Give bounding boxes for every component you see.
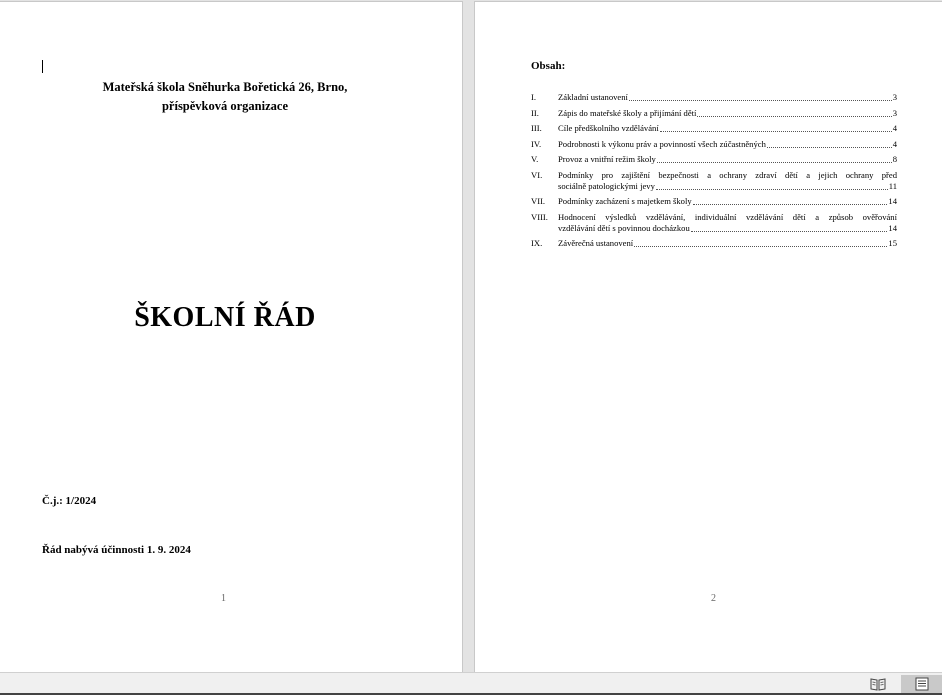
toc-leader-dots bbox=[691, 230, 888, 232]
toc-entry-text-line2: sociálně patologickými jevy bbox=[558, 180, 655, 191]
toc-leader-dots bbox=[634, 245, 887, 247]
page-layout-icon bbox=[915, 677, 929, 691]
effective-date: Řád nabývá účinnosti 1. 9. 2024 bbox=[42, 544, 191, 556]
toc-entry-number: I. bbox=[531, 92, 537, 102]
toc-entry-page: 3 bbox=[892, 107, 897, 118]
toc-entry-page: 4 bbox=[892, 123, 897, 133]
toc-entry-text-line1: Podmínky pro zajištění bezpečnosti a ochrany zdraví dětí a jejich ochrany před bbox=[558, 169, 897, 180]
toc-leader-dots bbox=[693, 203, 888, 205]
document-title: ŠKOLNÍ ŘÁD bbox=[134, 302, 316, 333]
toc-entry[interactable] bbox=[531, 170, 897, 192]
status-bar bbox=[0, 672, 942, 695]
toc-entry-text: Závěrečná ustanovení bbox=[558, 238, 634, 248]
toc-entry[interactable] bbox=[531, 154, 897, 165]
toc-entry-number: VI. bbox=[531, 169, 543, 180]
book-icon bbox=[870, 677, 886, 691]
toc-entry-number: V. bbox=[531, 154, 539, 164]
toc-entry-text: Zápis do mateřské školy a přijímání dětí bbox=[558, 107, 697, 118]
toc-entry-number: VIII. bbox=[531, 211, 548, 222]
toc-entry[interactable] bbox=[531, 92, 897, 103]
toc-entry-page: 14 bbox=[888, 196, 897, 206]
toc-entry-page: 8 bbox=[892, 154, 897, 164]
read-mode-button[interactable] bbox=[865, 675, 891, 693]
toc-entry[interactable] bbox=[531, 108, 897, 119]
toc-entry-page: 15 bbox=[888, 238, 897, 248]
toc-leader-dots bbox=[660, 130, 892, 132]
toc-entry-page: 11 bbox=[888, 180, 897, 191]
toc-entry[interactable] bbox=[531, 123, 897, 134]
toc-entry[interactable] bbox=[531, 196, 897, 207]
toc-leader-dots bbox=[629, 99, 892, 101]
toc-entry-text: Provoz a vnitřní režim školy bbox=[558, 154, 656, 164]
toc-entry[interactable] bbox=[531, 238, 897, 249]
toc-entry-number: III. bbox=[531, 123, 542, 133]
page-number: 1 bbox=[221, 593, 226, 604]
toc-entry-text: Základní ustanovení bbox=[558, 92, 628, 102]
toc-entry-text-line2: vzdělávání dětí s povinnou docházkou bbox=[558, 222, 690, 233]
toc-entry-page: 3 bbox=[892, 92, 897, 102]
toc-heading: Obsah: bbox=[531, 60, 566, 72]
toc-entry-number: VII. bbox=[531, 196, 546, 206]
print-layout-button[interactable] bbox=[901, 675, 942, 693]
toc-entry-text: Podrobnosti k výkonu práv a povinností všech zúčastněných bbox=[558, 138, 766, 149]
page-number: 2 bbox=[711, 593, 716, 604]
organization-name-line2: příspěvková organizace bbox=[161, 99, 289, 113]
organization-name-line1: Mateřská škola Sněhurka Bořetická 26, Brno, bbox=[102, 80, 348, 94]
table-of-contents bbox=[531, 92, 897, 254]
toc-entry[interactable] bbox=[531, 139, 897, 150]
toc-leader-dots bbox=[697, 115, 891, 117]
toc-leader-dots bbox=[767, 146, 892, 148]
document-page-1[interactable] bbox=[0, 1, 463, 673]
toc-entry-page: 4 bbox=[892, 138, 897, 149]
toc-leader-dots bbox=[657, 161, 892, 163]
toc-entry-number: II. bbox=[531, 107, 539, 118]
toc-entry-text: Cíle předškolního vzdělávání bbox=[558, 123, 659, 133]
toc-entry-page: 14 bbox=[888, 222, 897, 233]
toc-entry-text-line1: Hodnocení výsledků vzdělávání, individuální vzdělávání dětí a způsob ověřování bbox=[558, 211, 897, 222]
toc-entry-number: IX. bbox=[531, 238, 543, 248]
toc-entry-number: IV. bbox=[531, 138, 542, 149]
reference-number: Č.j.: 1/2024 bbox=[42, 495, 97, 507]
toc-entry-text: Podmínky zacházení s majetkem školy bbox=[558, 196, 692, 206]
document-page-2[interactable] bbox=[474, 1, 942, 673]
text-cursor bbox=[42, 60, 43, 73]
toc-leader-dots bbox=[656, 188, 888, 190]
toc-entry[interactable] bbox=[531, 212, 897, 234]
